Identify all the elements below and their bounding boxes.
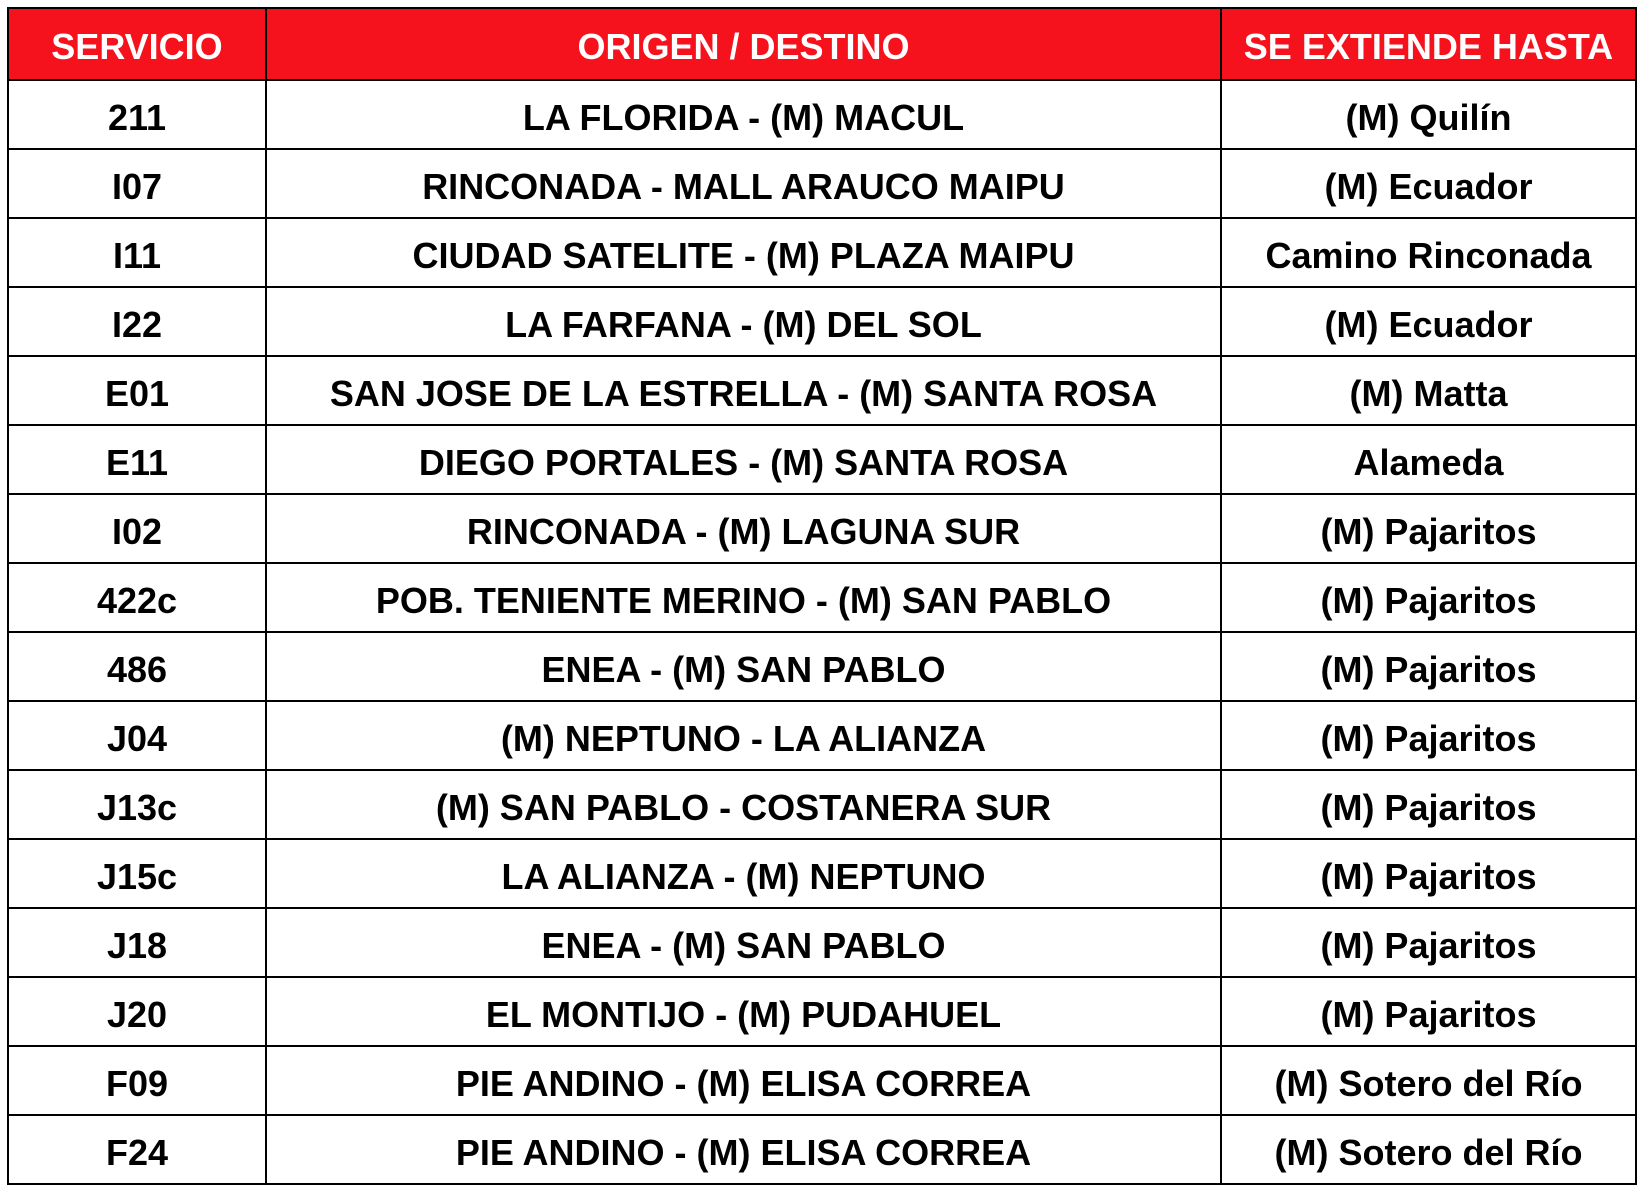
- cell-extends-to: (M) Ecuador: [1221, 149, 1636, 218]
- cell-extends-to: (M) Matta: [1221, 356, 1636, 425]
- cell-service: J18: [8, 908, 266, 977]
- header-extends-to: SE EXTIENDE HASTA: [1221, 8, 1636, 80]
- cell-service: J04: [8, 701, 266, 770]
- cell-extends-to: (M) Pajaritos: [1221, 701, 1636, 770]
- cell-route: EL MONTIJO - (M) PUDAHUEL: [266, 977, 1221, 1046]
- cell-service: E01: [8, 356, 266, 425]
- cell-extends-to: (M) Pajaritos: [1221, 632, 1636, 701]
- cell-extends-to: (M) Quilín: [1221, 80, 1636, 149]
- table-row: [8, 356, 1636, 425]
- cell-service: I11: [8, 218, 266, 287]
- cell-route: CIUDAD SATELITE - (M) PLAZA MAIPU: [266, 218, 1221, 287]
- cell-extends-to: Alameda: [1221, 425, 1636, 494]
- cell-extends-to: (M) Pajaritos: [1221, 977, 1636, 1046]
- cell-extends-to: (M) Pajaritos: [1221, 563, 1636, 632]
- table-row: [8, 1046, 1636, 1115]
- cell-service: F24: [8, 1115, 266, 1184]
- cell-extends-to: (M) Pajaritos: [1221, 770, 1636, 839]
- cell-service: 211: [8, 80, 266, 149]
- cell-route: PIE ANDINO - (M) ELISA CORREA: [266, 1115, 1221, 1184]
- cell-route: (M) NEPTUNO - LA ALIANZA: [266, 701, 1221, 770]
- table-row: [8, 425, 1636, 494]
- cell-extends-to: Camino Rinconada: [1221, 218, 1636, 287]
- cell-service: J13c: [8, 770, 266, 839]
- table-body: [8, 80, 1636, 1184]
- cell-service: 486: [8, 632, 266, 701]
- table-header: [8, 8, 1636, 80]
- table-row: [8, 908, 1636, 977]
- table-row: [8, 770, 1636, 839]
- cell-route: SAN JOSE DE LA ESTRELLA - (M) SANTA ROSA: [266, 356, 1221, 425]
- cell-route: LA FARFANA - (M) DEL SOL: [266, 287, 1221, 356]
- table-row: [8, 149, 1636, 218]
- table-row: [8, 218, 1636, 287]
- cell-service: 422c: [8, 563, 266, 632]
- cell-route: LA FLORIDA - (M) MACUL: [266, 80, 1221, 149]
- cell-service: J20: [8, 977, 266, 1046]
- cell-route: LA ALIANZA - (M) NEPTUNO: [266, 839, 1221, 908]
- table-row: [8, 1115, 1636, 1184]
- cell-service: I07: [8, 149, 266, 218]
- cell-route: (M) SAN PABLO - COSTANERA SUR: [266, 770, 1221, 839]
- table-row: [8, 563, 1636, 632]
- table-row: [8, 701, 1636, 770]
- header-row: [8, 8, 1636, 80]
- table-row: [8, 839, 1636, 908]
- table-row: [8, 632, 1636, 701]
- cell-service: I02: [8, 494, 266, 563]
- cell-extends-to: (M) Pajaritos: [1221, 839, 1636, 908]
- cell-extends-to: (M) Pajaritos: [1221, 908, 1636, 977]
- table-row: [8, 494, 1636, 563]
- cell-service: F09: [8, 1046, 266, 1115]
- cell-extends-to: (M) Pajaritos: [1221, 494, 1636, 563]
- cell-extends-to: (M) Ecuador: [1221, 287, 1636, 356]
- header-route: ORIGEN / DESTINO: [266, 8, 1221, 80]
- table-row: [8, 977, 1636, 1046]
- cell-service: J15c: [8, 839, 266, 908]
- cell-route: ENEA - (M) SAN PABLO: [266, 908, 1221, 977]
- cell-route: DIEGO PORTALES - (M) SANTA ROSA: [266, 425, 1221, 494]
- table-row: [8, 287, 1636, 356]
- cell-route: ENEA - (M) SAN PABLO: [266, 632, 1221, 701]
- cell-extends-to: (M) Sotero del Río: [1221, 1046, 1636, 1115]
- routes-table: [7, 7, 1637, 1185]
- cell-route: PIE ANDINO - (M) ELISA CORREA: [266, 1046, 1221, 1115]
- header-service: SERVICIO: [8, 8, 266, 80]
- cell-route: RINCONADA - (M) LAGUNA SUR: [266, 494, 1221, 563]
- cell-extends-to: (M) Sotero del Río: [1221, 1115, 1636, 1184]
- cell-route: RINCONADA - MALL ARAUCO MAIPU: [266, 149, 1221, 218]
- table-row: [8, 80, 1636, 149]
- cell-route: POB. TENIENTE MERINO - (M) SAN PABLO: [266, 563, 1221, 632]
- cell-service: E11: [8, 425, 266, 494]
- cell-service: I22: [8, 287, 266, 356]
